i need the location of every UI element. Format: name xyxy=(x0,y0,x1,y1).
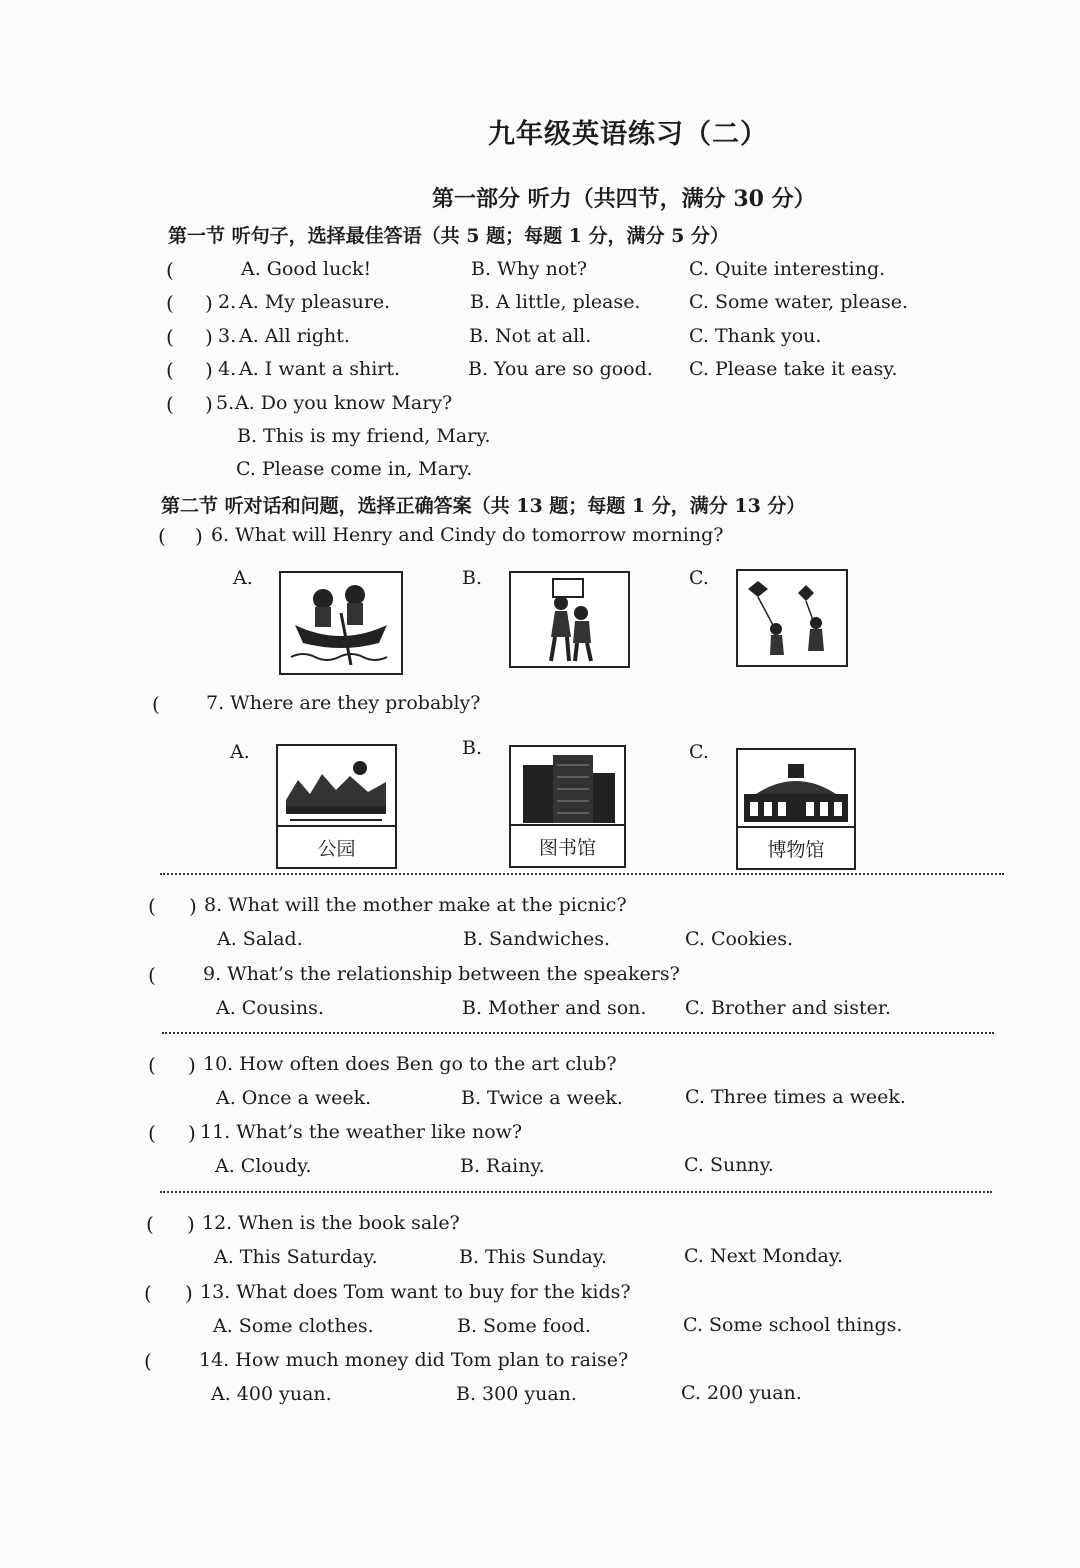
museum-building-icon xyxy=(738,750,854,827)
park-icon xyxy=(278,746,395,826)
q3-number: 3. xyxy=(218,325,237,347)
q13-option-b: B. Some food. xyxy=(457,1315,591,1337)
answer-paren-open: ( xyxy=(152,692,160,716)
page-title: 九年级英语练习（二） xyxy=(488,119,768,150)
dotted-divider xyxy=(162,1032,994,1034)
q9-option-c: C. Brother and sister. xyxy=(685,997,891,1019)
q12-option-c: C. Next Monday. xyxy=(684,1245,844,1267)
q10-option-a: A. Once a week. xyxy=(216,1087,372,1109)
answer-paren-open: ( xyxy=(158,524,166,548)
q12-question: 12. When is the book sale? xyxy=(202,1212,460,1234)
q13-question: 13. What does Tom want to buy for the kids? xyxy=(200,1281,631,1303)
q5-option-b: B. This is my friend, Mary. xyxy=(237,425,491,447)
q3-option-a: A. All right. xyxy=(239,325,350,347)
q1-option-c: C. Quite interesting. xyxy=(689,258,886,280)
q8-option-b: B. Sandwiches. xyxy=(463,928,611,950)
q14-question: 14. How much money did Tom plan to raise? xyxy=(199,1349,629,1371)
q7-label-c: C. xyxy=(689,741,709,763)
q6-picture-c xyxy=(736,569,848,667)
q9-option-b: B. Mother and son. xyxy=(462,997,647,1019)
answer-paren-open: ( xyxy=(166,291,174,315)
q9-option-a: A. Cousins. xyxy=(216,997,324,1019)
answer-paren-open: ( xyxy=(144,1349,152,1373)
q5-number: 5. xyxy=(216,392,235,414)
q14-option-c: C. 200 yuan. xyxy=(681,1382,802,1404)
q11-question: 11. What’s the weather like now? xyxy=(200,1121,523,1143)
answer-paren-close: ) xyxy=(205,325,213,349)
part-heading: 第一部分 听力（共四节，满分 30 分） xyxy=(432,186,816,212)
basketball-players-icon xyxy=(511,573,628,666)
q3-option-b: B. Not at all. xyxy=(469,325,592,347)
answer-paren-close: ) xyxy=(185,1281,193,1305)
answer-paren-close: ) xyxy=(188,1053,196,1077)
q6-picture-a xyxy=(279,571,403,675)
q1-option-a: A. Good luck! xyxy=(241,258,372,280)
q7-picture-a xyxy=(276,744,397,869)
q13-option-a: A. Some clothes. xyxy=(213,1315,374,1337)
q11-option-b: B. Rainy. xyxy=(460,1155,545,1177)
section-1-heading: 第一节 听句子，选择最佳答语（共 5 题；每题 1 分，满分 5 分） xyxy=(168,225,729,247)
section-2-heading: 第二节 听对话和问题，选择正确答案（共 13 题；每题 1 分，满分 13 分） xyxy=(161,495,806,517)
q7-label-b: B. xyxy=(462,737,483,759)
q2-option-c: C. Some water, please. xyxy=(689,291,909,313)
q7-caption-b: 图书馆 xyxy=(511,824,624,866)
q4-option-c: C. Please take it easy. xyxy=(689,358,898,380)
q10-option-b: B. Twice a week. xyxy=(461,1087,623,1109)
answer-paren-close: ) xyxy=(205,392,213,416)
q7-label-a: A. xyxy=(230,741,250,763)
answer-paren-close: ) xyxy=(188,1121,196,1145)
q11-option-a: A. Cloudy. xyxy=(215,1155,312,1177)
q10-option-c: C. Three times a week. xyxy=(685,1086,906,1108)
q4-option-a: A. I want a shirt. xyxy=(239,358,401,380)
q1-option-b: B. Why not? xyxy=(471,258,588,280)
q7-caption-c: 博物馆 xyxy=(738,826,854,868)
q13-option-c: C. Some school things. xyxy=(683,1314,903,1336)
answer-paren-open: ( xyxy=(166,325,174,349)
answer-paren-close: ) xyxy=(195,524,203,548)
q2-option-b: B. A little, please. xyxy=(470,291,641,313)
q3-option-c: C. Thank you. xyxy=(689,325,822,347)
q8-option-c: C. Cookies. xyxy=(685,928,793,950)
q12-option-a: A. This Saturday. xyxy=(214,1246,378,1268)
q6-picture-b xyxy=(509,571,630,668)
answer-paren-close: ) xyxy=(205,291,213,315)
answer-paren-open: ( xyxy=(166,392,174,416)
q7-picture-c xyxy=(736,748,856,870)
q11-option-c: C. Sunny. xyxy=(684,1154,774,1176)
dotted-divider xyxy=(160,873,1004,875)
answer-paren-close: ) xyxy=(187,1212,195,1236)
q6-label-b: B. xyxy=(462,567,483,589)
q5-option-c: C. Please come in, Mary. xyxy=(236,458,473,480)
q7-caption-a: 公园 xyxy=(278,825,395,867)
q9-question: 9. What’s the relationship between the speakers? xyxy=(203,963,680,985)
q2-option-a: A. My pleasure. xyxy=(239,291,391,313)
q7-question: 7. Where are they probably? xyxy=(206,692,481,714)
answer-paren-open: ( xyxy=(166,258,174,282)
answer-paren-open: ( xyxy=(146,1212,154,1236)
answer-paren-close: ) xyxy=(189,894,197,918)
kites-flying-icon xyxy=(738,571,846,665)
q8-question: 8. What will the mother make at the picnic? xyxy=(204,894,627,916)
q6-label-a: A. xyxy=(233,567,253,589)
q5-option-a: A. Do you know Mary? xyxy=(235,392,453,414)
answer-paren-open: ( xyxy=(148,894,156,918)
q4-option-b: B. You are so good. xyxy=(468,358,653,380)
answer-paren-open: ( xyxy=(148,1121,156,1145)
dotted-divider xyxy=(160,1191,992,1193)
answer-paren-open: ( xyxy=(148,1053,156,1077)
q12-option-b: B. This Sunday. xyxy=(459,1246,608,1268)
answer-paren-open: ( xyxy=(166,358,174,382)
answer-paren-open: ( xyxy=(144,1281,152,1305)
q14-option-a: A. 400 yuan. xyxy=(211,1383,332,1405)
q4-number: 4. xyxy=(218,358,237,380)
q7-picture-b xyxy=(509,745,626,868)
q10-question: 10. How often does Ben go to the art club? xyxy=(203,1053,617,1075)
q2-number: 2. xyxy=(218,291,237,313)
q8-option-a: A. Salad. xyxy=(217,928,303,950)
q6-label-c: C. xyxy=(689,567,709,589)
answer-paren-close: ) xyxy=(205,358,213,382)
library-building-icon xyxy=(511,747,624,825)
answer-paren-open: ( xyxy=(148,963,156,987)
boat-rowing-icon xyxy=(281,573,401,673)
q14-option-b: B. 300 yuan. xyxy=(456,1383,577,1405)
q6-question: 6. What will Henry and Cindy do tomorrow morning? xyxy=(211,524,724,546)
